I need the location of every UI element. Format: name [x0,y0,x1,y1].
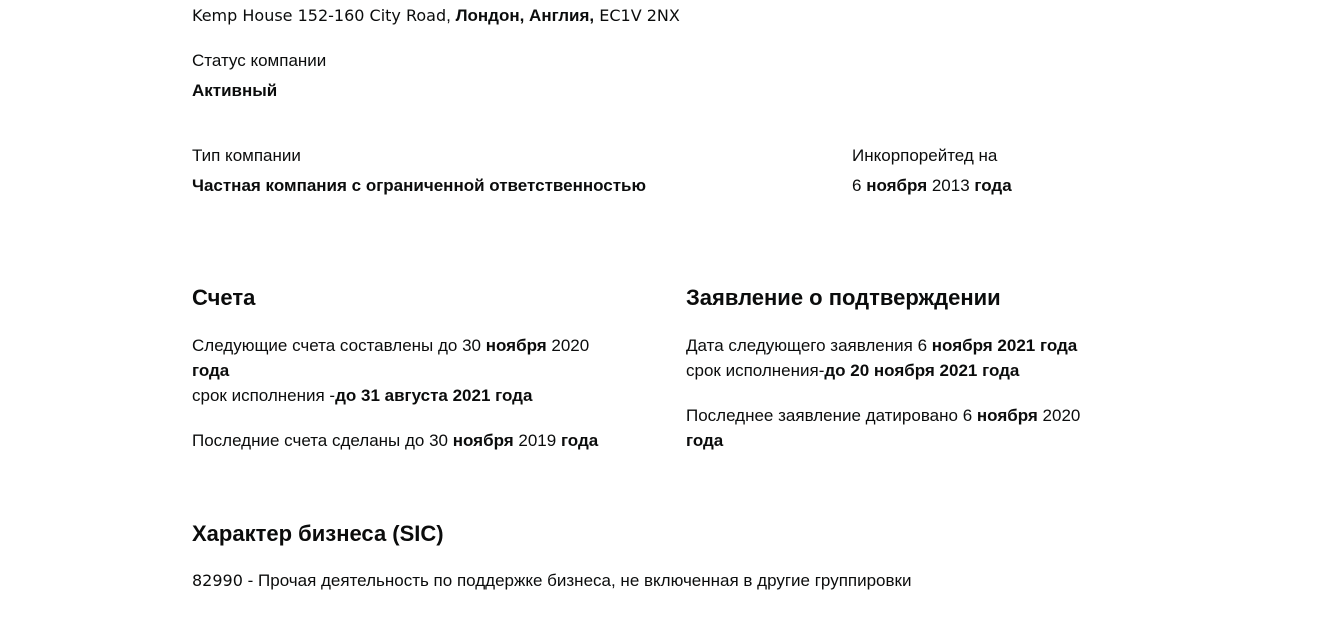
confirmation-heading: Заявление о подтверждении [686,285,1001,310]
confirmation-last-made [686,403,1156,453]
sic-heading: Характер бизнеса (SIC) [192,521,444,546]
company-status-value: Активный [192,81,278,100]
sic-code: 82990 [192,571,243,590]
address-street: Kemp House 152-160 City Road [192,6,447,25]
accounts-next-due [192,333,662,408]
address-city-region: Лондон, Англия, [455,6,595,25]
confirmation-last-prefix: Последнее заявление датировано 6 [686,406,977,425]
accounts-last-year: 2019 [513,431,561,450]
confirmation-next-due [686,333,1077,383]
incorporated-value [852,175,1012,197]
accounts-next-prefix: Следующие счета составлены до 30 [192,336,486,355]
sic-entry [192,568,911,593]
accounts-due-value: до 31 августа 2021 года [335,386,533,405]
confirmation-last-month: ноября [976,406,1038,425]
registered-office-address [192,5,680,27]
accounts-last-month: ноября [452,431,514,450]
accounts-next-year: 2020 [546,336,590,355]
accounts-due-prefix: срок исполнения - [192,386,336,405]
confirmation-due-value: до 20 ноября 2021 года [824,361,1020,380]
confirmation-due-prefix: срок исполнения- [686,361,825,380]
company-type-value: Частная компания с ограниченной ответственностью [192,176,647,195]
company-type-label: Тип компании [192,146,301,165]
confirmation-next-word: года [1039,336,1078,355]
address-postcode: EC1V 2NX [594,6,680,25]
confirmation-last-year: 2020 [1037,406,1081,425]
company-status-label: Статус компании [192,51,327,70]
incorporated-month: ноября [866,176,928,195]
sic-separator: - [242,571,259,590]
confirmation-next-month: ноября [931,336,993,355]
accounts-last-word: года [560,431,599,450]
incorporated-word: года [974,176,1012,195]
address-separator: , [446,6,456,25]
accounts-heading: Счета [192,285,256,310]
confirmation-last-word: года [686,431,724,450]
confirmation-next-year: 2021 [992,336,1040,355]
accounts-last-made [192,428,598,453]
incorporated-label: Инкорпорейтед на [852,146,998,165]
incorporated-year: 2013 [927,176,975,195]
accounts-next-word: года [192,361,230,380]
accounts-last-prefix: Последние счета сделаны до 30 [192,431,453,450]
accounts-next-month: ноября [485,336,547,355]
confirmation-next-prefix: Дата следующего заявления 6 [686,336,932,355]
incorporated-day: 6 [852,176,867,195]
sic-description: Прочая деятельность по поддержке бизнеса, не включенная в другие группировки [258,571,912,590]
